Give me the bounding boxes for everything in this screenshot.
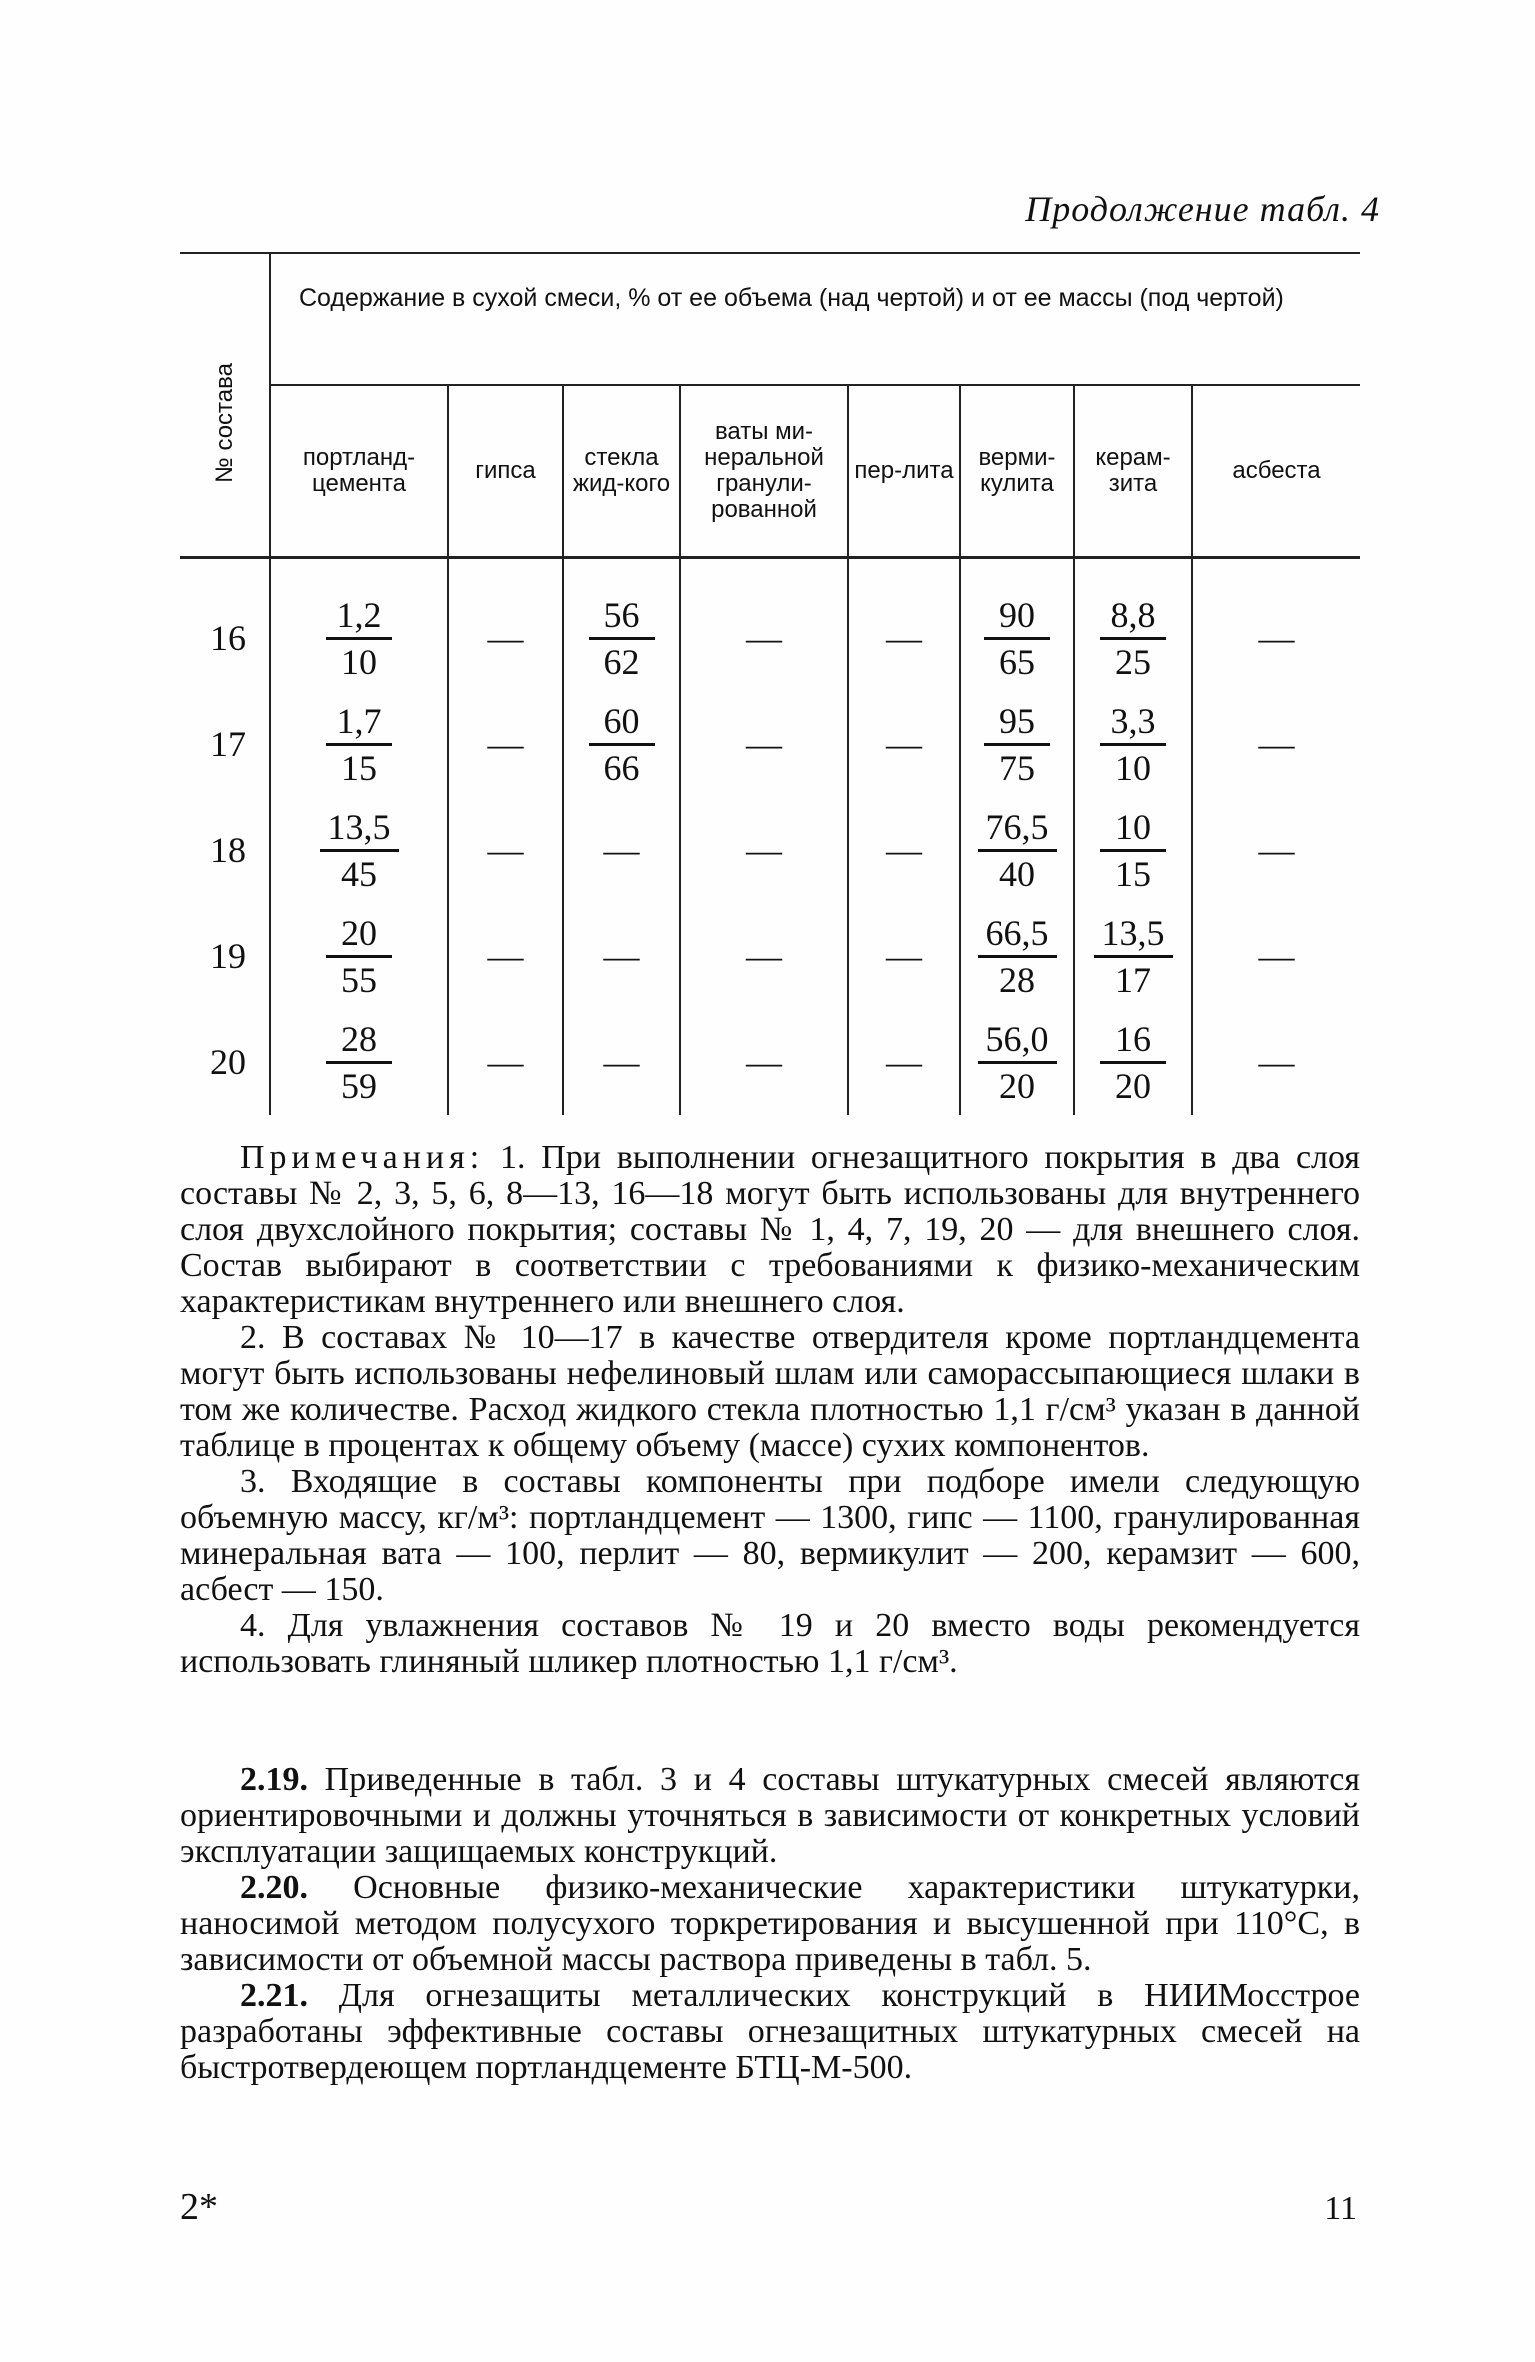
table-cell xyxy=(680,1009,848,1115)
mass-percent: 55 xyxy=(341,959,377,1000)
table-cell xyxy=(848,558,960,692)
paragraph-2-19: 2.19. Приведенные в табл. 3 и 4 составы штукатурных смесей являются ориентировочными и должны уточняться в зависимости от конкретных условий эксплуатации защищаемых конструкций. xyxy=(180,1761,1360,1870)
composition-table xyxy=(180,252,1360,1115)
volume-percent: 1,2 xyxy=(326,593,392,640)
table-cell xyxy=(1074,691,1192,797)
composition-number: 18 xyxy=(210,830,246,870)
note-2: 2. В составах № 10—17 в качестве отвердителя кроме портландцемента могут быть использованы нефелиновый шлам или саморассыпающиеся шлаки в том же количестве. Расход жидкого стекла плотностью 1,1 г/см³ указан в данной таблице в процентах к общему объему (массе) сухих компонентов. xyxy=(180,1319,1360,1464)
mass-percent: 17 xyxy=(1115,959,1151,1000)
mass-percent: 28 xyxy=(999,959,1035,1000)
empty-dash: — xyxy=(1258,1042,1295,1082)
empty-dash: — xyxy=(603,1042,640,1082)
fraction-value xyxy=(984,699,1050,790)
table-cell xyxy=(848,1009,960,1115)
fraction-value xyxy=(1100,805,1166,896)
table-cell xyxy=(1074,797,1192,903)
mass-percent: 75 xyxy=(999,747,1035,788)
volume-percent: 28 xyxy=(326,1017,392,1064)
fraction-value xyxy=(1100,699,1166,790)
fraction-value xyxy=(320,805,399,896)
mass-percent: 66 xyxy=(603,747,640,788)
volume-percent: 3,3 xyxy=(1100,699,1166,746)
table-cell xyxy=(680,558,848,692)
table-cell xyxy=(448,1009,563,1115)
empty-dash: — xyxy=(886,1042,922,1082)
volume-percent: 20 xyxy=(326,911,392,958)
fraction-value xyxy=(978,1017,1057,1108)
table-cell xyxy=(563,903,680,1009)
table-cell xyxy=(960,1009,1074,1115)
composition-number: 19 xyxy=(210,936,246,976)
table-cell xyxy=(1192,903,1360,1009)
table-cell xyxy=(448,558,563,692)
volume-percent: 56,0 xyxy=(978,1017,1057,1064)
composition-number: 20 xyxy=(210,1042,246,1082)
volume-percent: 90 xyxy=(984,593,1050,640)
table-cell xyxy=(448,797,563,903)
fraction-value xyxy=(589,699,655,790)
empty-dash: — xyxy=(1258,724,1295,764)
empty-dash: — xyxy=(886,618,922,658)
volume-percent: 13,5 xyxy=(320,805,399,852)
table-cell xyxy=(270,797,448,903)
empty-dash: — xyxy=(487,830,524,870)
page-number: 11 xyxy=(1324,2190,1357,2227)
table-cell xyxy=(960,903,1074,1009)
mass-percent: 45 xyxy=(341,853,377,894)
fraction-value xyxy=(1100,593,1166,684)
empty-dash: — xyxy=(1258,830,1295,870)
note-4: 4. Для увлажнения составов № 19 и 20 вместо воды рекомендуется использовать глиняный шликер плотностью 1,1 г/см³. xyxy=(180,1607,1360,1680)
table-cell xyxy=(1074,558,1192,692)
fraction-value xyxy=(326,1017,392,1108)
table-cell xyxy=(1192,1009,1360,1115)
empty-dash: — xyxy=(746,936,782,976)
empty-dash: — xyxy=(487,618,524,658)
empty-dash: — xyxy=(746,618,782,658)
mass-percent: 62 xyxy=(603,641,640,682)
fraction-value xyxy=(1100,1017,1166,1108)
body-text xyxy=(180,1762,1360,2086)
volume-percent: 16 xyxy=(1100,1017,1166,1064)
column-header: гипса xyxy=(448,385,563,558)
mass-percent: 25 xyxy=(1115,641,1151,682)
fraction-value xyxy=(984,593,1050,684)
volume-percent: 1,7 xyxy=(326,699,392,746)
table-cell xyxy=(960,558,1074,692)
table-row xyxy=(180,691,1360,797)
table-cell xyxy=(270,903,448,1009)
table-row xyxy=(180,1009,1360,1115)
empty-dash: — xyxy=(886,936,922,976)
mass-percent: 65 xyxy=(999,641,1035,682)
table-cell xyxy=(1192,558,1360,692)
volume-percent: 8,8 xyxy=(1100,593,1166,640)
fraction-value xyxy=(326,699,392,790)
table-cell xyxy=(960,691,1074,797)
empty-dash: — xyxy=(603,830,640,870)
mass-percent: 59 xyxy=(341,1065,377,1106)
column-header: асбеста xyxy=(1192,385,1360,558)
group-header: Содержание в сухой смеси, % от ее объема (над чертой) и от ее массы (под чертой) xyxy=(270,253,1360,385)
mass-percent: 10 xyxy=(1115,747,1151,788)
volume-percent: 60 xyxy=(589,699,655,746)
composition-number: 17 xyxy=(210,724,246,764)
table-cell xyxy=(270,558,448,692)
table-cell xyxy=(680,797,848,903)
table-cell xyxy=(848,691,960,797)
volume-percent: 66,5 xyxy=(978,911,1057,958)
empty-dash: — xyxy=(487,724,524,764)
note-1: Примечания: 1. При выполнении огнезащитного покрытия в два слоя составы № 2, 3, 5, 6, 8—13, 16—18 могут быть использованы для внутреннего слоя двухслойного покрытия; составы № 1, 4, 7, 19, 20 — для внешнего слоя. Состав выбирают в соответствии с требованиями к физико-механическим характеристикам внутреннего или внешнего слоя. xyxy=(180,1139,1360,1320)
table-cell xyxy=(1192,691,1360,797)
notes xyxy=(180,1140,1360,1680)
table-cell xyxy=(270,1009,448,1115)
volume-percent: 95 xyxy=(984,699,1050,746)
table-cell xyxy=(1074,903,1192,1009)
volume-percent: 56 xyxy=(589,593,655,640)
volume-percent: 76,5 xyxy=(978,805,1057,852)
column-header: пер-лита xyxy=(848,385,960,558)
table-cell xyxy=(563,558,680,692)
composition-number: 16 xyxy=(210,618,246,658)
table-cell xyxy=(848,903,960,1009)
table-cell xyxy=(563,797,680,903)
column-header: стекла жид-кого xyxy=(563,385,680,558)
fraction-value xyxy=(326,593,392,684)
mass-percent: 15 xyxy=(1115,853,1151,894)
table-cell xyxy=(563,1009,680,1115)
table-cell xyxy=(270,691,448,797)
paragraph-2-20: 2.20. Основные физико-механические характеристики штукатурки, наносимой методом полусухого торкретирования и высушенной при 110°С, в зависимости от объемной массы раствора приведены в табл. 5. xyxy=(180,1869,1360,1978)
empty-dash: — xyxy=(603,936,640,976)
volume-percent: 10 xyxy=(1100,805,1166,852)
mass-percent: 40 xyxy=(999,853,1035,894)
fraction-value xyxy=(1094,911,1173,1002)
empty-dash: — xyxy=(1258,618,1295,658)
volume-percent: 13,5 xyxy=(1094,911,1173,958)
rownum-header: № состава xyxy=(180,253,270,558)
table-cell xyxy=(848,797,960,903)
fraction-value xyxy=(978,911,1057,1002)
table-caption: Продолжение табл. 4 xyxy=(1025,189,1380,229)
table-cell xyxy=(680,691,848,797)
column-header: портланд-цемента xyxy=(270,385,448,558)
fraction-value xyxy=(978,805,1057,896)
table-cell xyxy=(680,903,848,1009)
empty-dash: — xyxy=(886,830,922,870)
empty-dash: — xyxy=(746,724,782,764)
empty-dash: — xyxy=(487,1042,524,1082)
table-cell xyxy=(448,691,563,797)
empty-dash: — xyxy=(487,936,524,976)
table-row xyxy=(180,903,1360,1009)
column-header: ваты ми-неральной гранули-рованной xyxy=(680,385,848,558)
empty-dash: — xyxy=(886,724,922,764)
table-cell xyxy=(1074,1009,1192,1115)
mass-percent: 20 xyxy=(1115,1065,1151,1106)
mass-percent: 15 xyxy=(341,747,377,788)
table-row xyxy=(180,558,1360,692)
table-cell xyxy=(960,797,1074,903)
table-row xyxy=(180,797,1360,903)
table-cell xyxy=(448,903,563,1009)
fraction-value xyxy=(589,593,655,684)
empty-dash: — xyxy=(746,1042,782,1082)
table-cell xyxy=(563,691,680,797)
paragraph-2-21: 2.21. Для огнезащиты металлических конструкций в НИИМосстрое разработаны эффективные составы огнезащитных штукатурных смесей на быстротвердеющем портландцементе БТЦ-М-500. xyxy=(180,1977,1360,2086)
fraction-value xyxy=(326,911,392,1002)
mass-percent: 10 xyxy=(341,641,377,682)
column-header: верми-кулита xyxy=(960,385,1074,558)
table-cell xyxy=(1192,797,1360,903)
empty-dash: — xyxy=(746,830,782,870)
mass-percent: 20 xyxy=(999,1065,1035,1106)
column-header: керам-зита xyxy=(1074,385,1192,558)
note-3: 3. Входящие в составы компоненты при подборе имели следующую объемную массу, кг/м³: портландцемент — 1300, гипс — 1100, гранулированная минеральная вата — 100, перлит — 80, вермикулит — 200, керамзит — 600, асбест — 150. xyxy=(180,1463,1360,1608)
signature-mark: 2* xyxy=(180,2186,218,2228)
empty-dash: — xyxy=(1258,936,1295,976)
